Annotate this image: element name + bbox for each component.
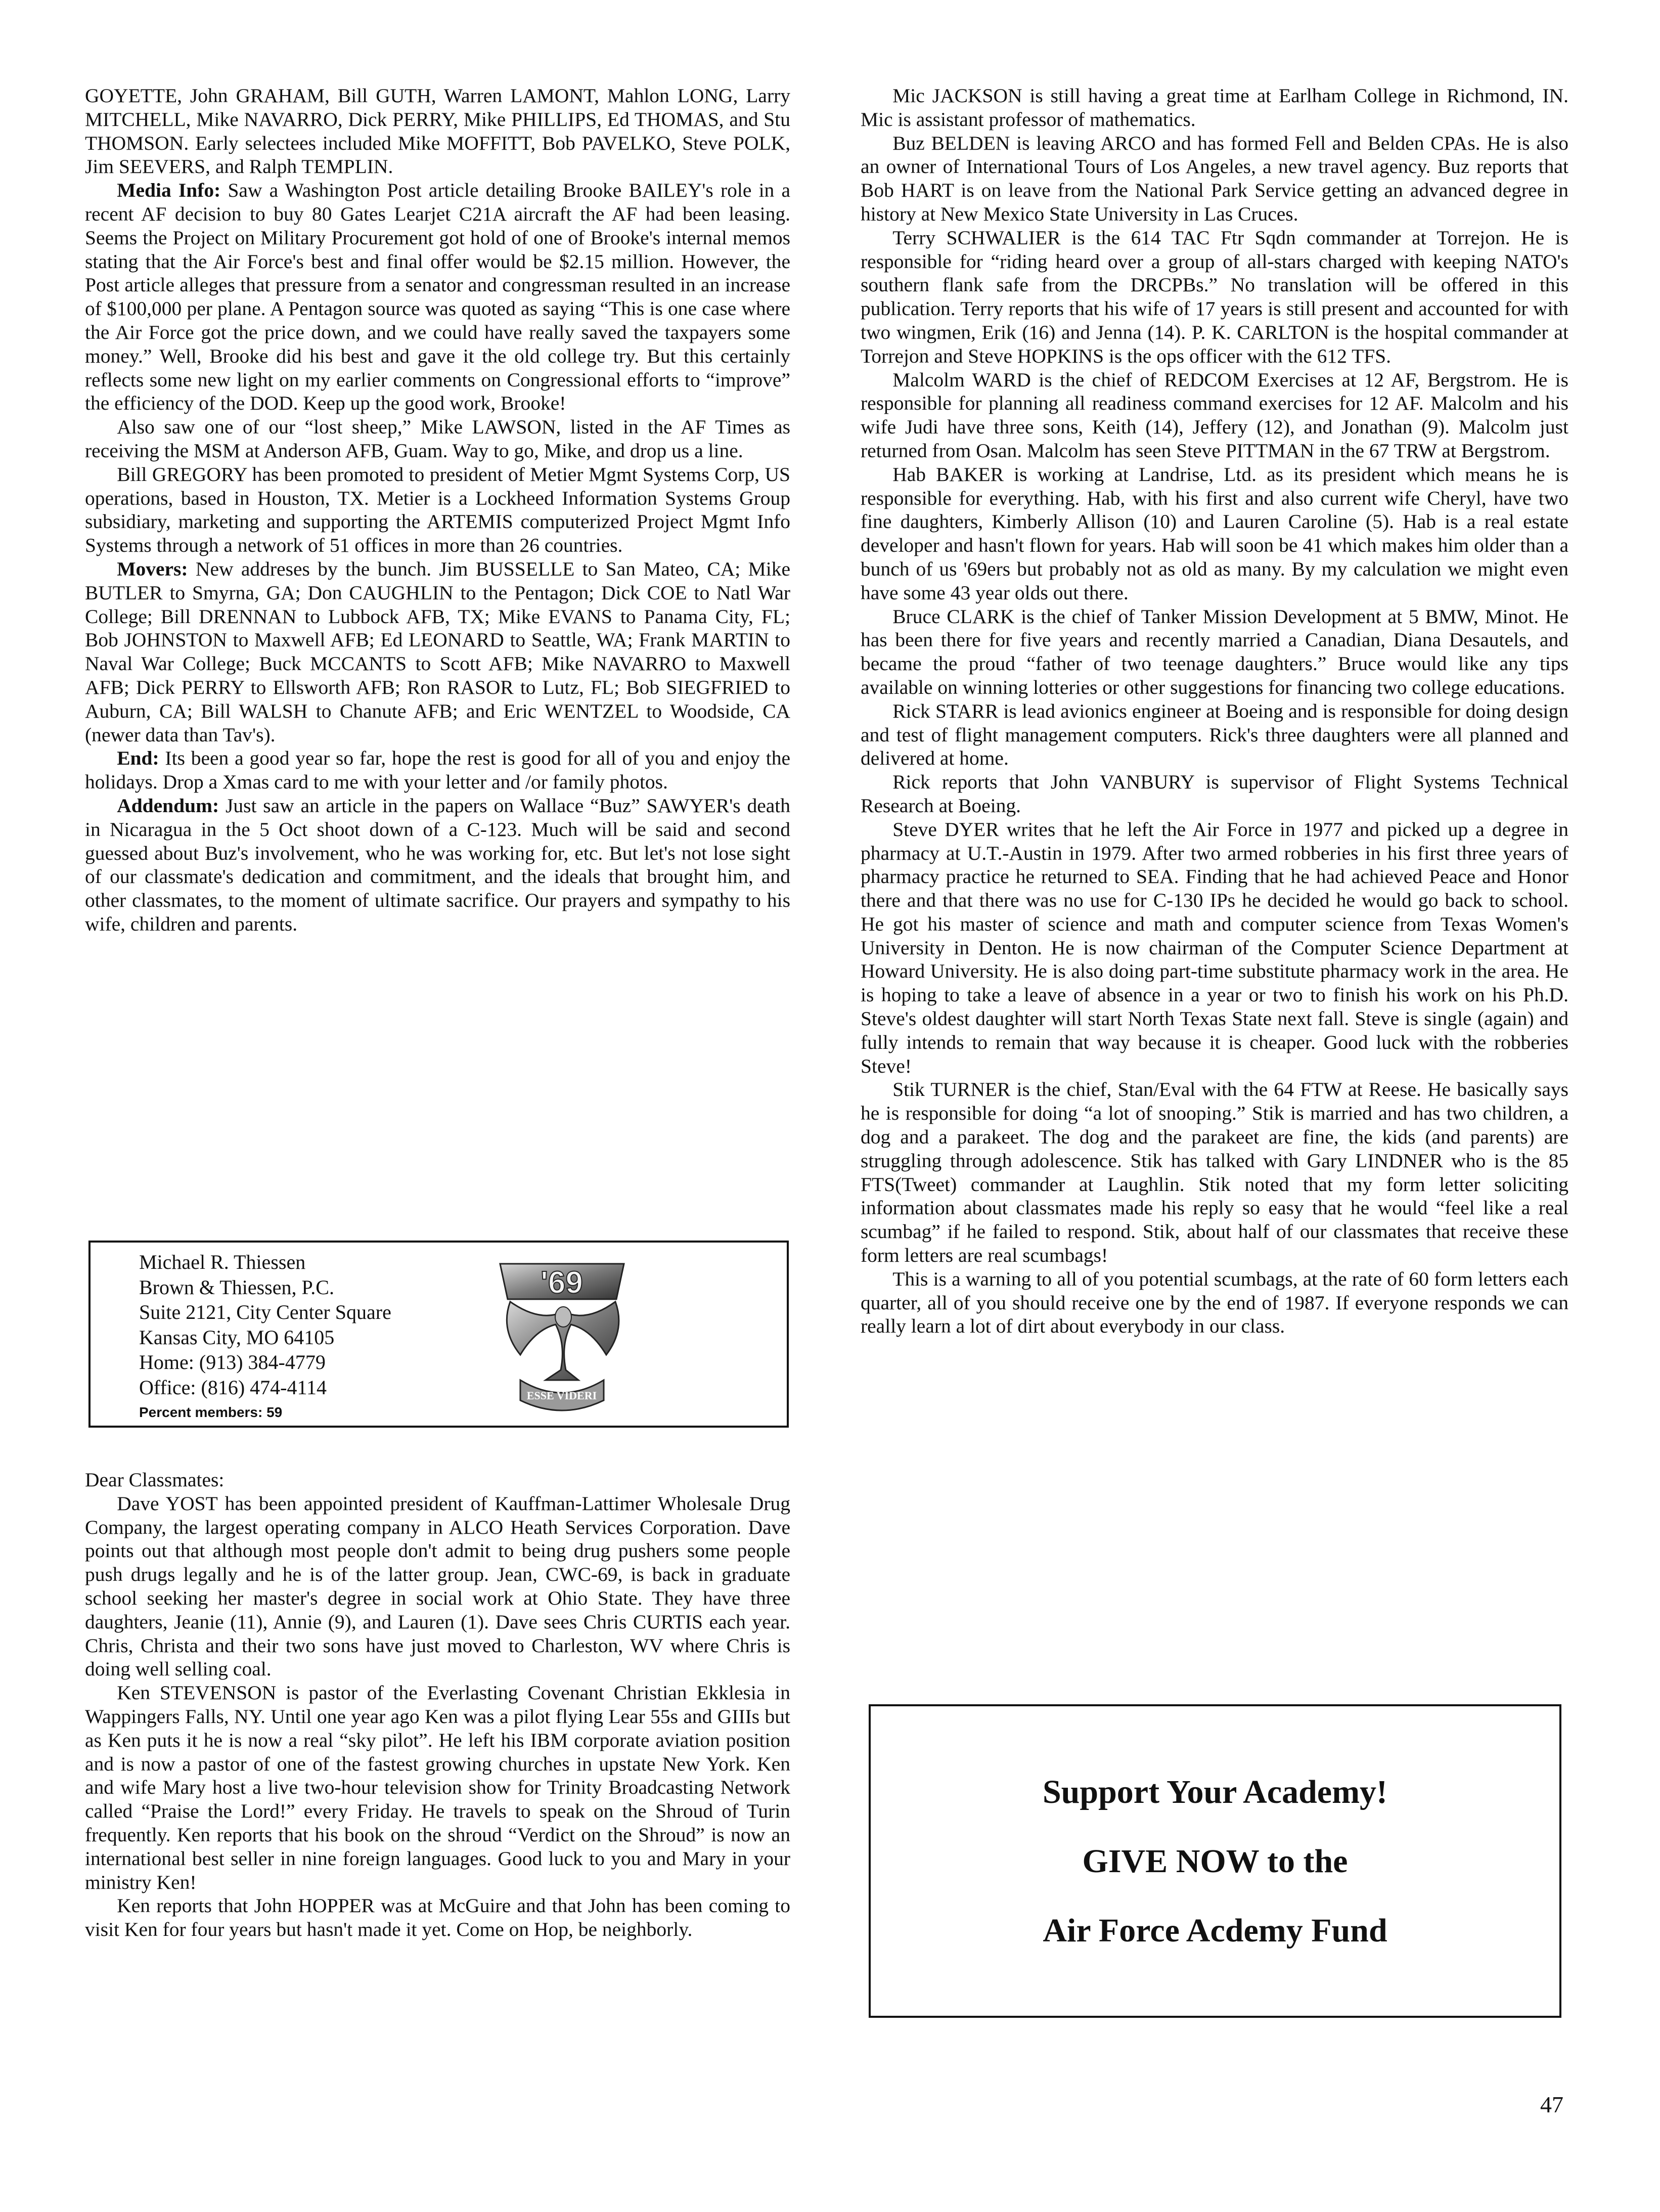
paragraph-text: Its been a good year so far, hope the rest is good for all of you and enjoy the holidays. Drop a Xmas card to me with your letter and /or family photos. — [85, 747, 790, 793]
paragraph — [85, 415, 790, 463]
secretary-name: Michael R. Thiessen — [139, 1251, 306, 1273]
paragraph-text: Rick reports that John VANBURY is supervisor of Flight Systems Technical Research at Boeing. — [861, 771, 1568, 817]
paragraph-text: GOYETTE, John GRAHAM, Bill GUTH, Warren LAMONT, Mahlon LONG, Larry MITCHELL, Mike NAVARRO, Dick PERRY, Mike PHILLIPS, Ed THOMAS, and Stu THOMSON. Early selectees included Mike MOFFITT, Bob PAVELKO, Steve POLK, Jim SEEVERS, and Ralph TEMPLIN. — [85, 84, 790, 178]
address-lines — [139, 1250, 391, 1425]
eagle-crest-icon — [490, 1254, 634, 1421]
column-left-bottom — [85, 1468, 790, 1941]
paragraph — [85, 1681, 790, 1894]
paragraph — [85, 463, 790, 557]
paragraph-text: Also saw one of our “lost sheep,” Mike LAWSON, listed in the AF Times as receiving the MSM at Anderson AFB, Guam. Way to go, Mike, and drop us a line. — [85, 416, 790, 462]
fund-line-3: Air Force Acdemy Fund — [1043, 1912, 1387, 1949]
firm-name: Brown & Thiessen, P.C. — [139, 1275, 334, 1299]
city-line: Kansas City, MO 64105 — [139, 1325, 335, 1349]
paragraph-text: Terry SCHWALIER is the 614 TAC Ftr Sqdn commander at Torrejon. He is responsible for “riding heard over a group of all-stars charged with keeping NATO's southern flank safe from the DRCPBs.” No translation will be offered in this publication. Terry reports that his wife of 17 years is still present and accounted for with two wingmen, Erik (16) and Jenna (14). P. K. CARLTON is the hospital commander at Torrejon and Steve HOPKINS is the ops officer with the 612 TFS. — [861, 226, 1568, 367]
crest-motto-text: ESSE VIDERI — [526, 1389, 597, 1402]
paragraph-lead: Media Info: — [117, 179, 221, 202]
column-left-top — [85, 84, 790, 936]
paragraph — [861, 368, 1568, 463]
paragraph-lead: End: — [117, 747, 159, 770]
paragraph-text: Stik TURNER is the chief, Stan/Eval with the 64 FTW at Reese. He basically says he is responsible for doing “a lot of snooping.” Stik is married and has two children, a dog and a parakeet. The dog and the parakeet are fine, the kids (and parents) are struggling through adolescence. Stik has talked with Gary LINDNER who is the 85 FTS(Tweet) commander at Laughlin. Stik noted that my form letter soliciting information about classmates made his reply so easy that he would “feel like a real scumbag” if he failed to respond. Stik, about half of our classmates that receive these form letters are real scumbags! — [861, 1078, 1568, 1267]
paragraph — [85, 746, 790, 794]
paragraph — [861, 770, 1568, 818]
paragraph — [85, 794, 790, 936]
paragraph — [85, 1468, 790, 1492]
paragraph-text: Rick STARR is lead avionics engineer at Boeing and is responsible for doing design and test of flight management computers. Rick's three daughters were all planned and delivered at home. — [861, 699, 1568, 770]
paragraph-text: Malcolm WARD is the chief of REDCOM Exercises at 12 AF, Bergstrom. He is responsible for planning all readiness command exercises for 12 AF. Malcolm and his wife Judi have three sons, Keith (14), Jeffery (12), and Jonathan (9). Malcolm just returned from Osan. Malcolm has seen Steve PITTMAN in the 67 TRW at Bergstrom. — [861, 368, 1568, 462]
office-phone: Office: (816) 474-4114 — [139, 1376, 327, 1399]
paragraph — [85, 84, 790, 179]
paragraph — [861, 463, 1568, 605]
academy-fund-box — [869, 1704, 1561, 2018]
suite-line: Suite 2121, City Center Square — [139, 1301, 391, 1323]
paragraph — [861, 131, 1568, 226]
paragraph — [861, 605, 1568, 699]
crest-year-text: '69 — [541, 1265, 583, 1300]
paragraph-text: This is a warning to all of you potential scumbags, at the rate of 60 form letters each quarter, all of you should receive one by the end of 1987. If everyone responds we can really learn a lot of dirt about everybody in our class. — [861, 1267, 1568, 1338]
paragraph-text: Steve DYER writes that he left the Air Force in 1977 and picked up a degree in pharmacy at U.T.-Austin in 1979. After two armed robberies in his first three years of pharmacy practice he returned to SEA. Finding that he had achieved Peace and Honor there and that there was no use for C-130 IPs he decided he would go back to school. He got his master of science and math and computer science from Texas Women's University in Denton. He is now chairman of the Computer Science Department at Howard University. He is also doing part-time substitute pharmacy work in the area. He is hoping to take a leave of absence in a year or two to finish his work on his Ph.D. Steve's oldest daughter will start North Texas State next fall. Steve is single (again) and fully intends to remain that way because it is cheaper. Good luck with the robberies Steve! — [861, 818, 1568, 1077]
paragraph-text: Dear Classmates: — [85, 1469, 225, 1491]
paragraph — [85, 1492, 790, 1681]
page-number: 47 — [1540, 2092, 1563, 2117]
paragraph-lead: Movers: — [117, 557, 188, 580]
paragraph-text: Mic JACKSON is still having a great time at Earlham College in Richmond, IN. Mic is assistant professor of mathematics. — [861, 84, 1568, 130]
paragraph — [861, 1078, 1568, 1267]
paragraph-text: Saw a Washington Post article detailing Brooke BAILEY's role in a recent AF decision to buy 80 Gates Learjet C21A aircraft the AF had been leasing. Seems the Project on Military Procurement got hold of one of Brooke's internal memos stating that the Air Force's best and final offer would be $2.15 million. However, the Post article alleges that pressure from a senator and congressman resulted in an increase of $100,000 per plane. A Pentagon source was quoted as saying “This is one case where the Air Force got the price down, and we could have really saved the taxpayers some money.” Well, Brooke did his best and gave it the old college try. But this certainly reflects some new light on my earlier comments on Congressional efforts to “improve” the efficiency of the DOD. Keep up the good work, Brooke! — [85, 179, 791, 415]
paragraph-text: Bill GREGORY has been promoted to president of Metier Mgmt Systems Corp, US operations, based in Houston, TX. Metier is a Lockheed Information Systems Group subsidiary, marketing and supporting the ARTEMIS computerized Project Mgmt Info Systems through a network of 51 offices in more than 26 countries. — [85, 463, 790, 557]
paragraph-text: New addreses by the bunch. Jim BUSSELLE to San Mateo, CA; Mike BUTLER to Smyrna, GA; Don CAUGHLIN to the Pentagon; Dick COE to Natl War College; Bill DRENNAN to Lubbock AFB, TX; Mike EVANS to Panama City, FL; Bob JOHNSTON to Maxwell AFB; Ed LEONARD to Seattle, WA; Frank MARTIN to Naval War College; Buck MCCANTS to Scott AFB; Mike NAVARRO to Maxwell AFB; Dick PERRY to Ellsworth AFB; Ron RASOR to Lutz, FL; Bob SIEGFRIED to Auburn, CA; Bill WALSH to Chanute AFB; and Eric WENTZEL to Woodside, CA (newer data than Tav's). — [85, 557, 790, 746]
percent-members: Percent members: 59 — [139, 1404, 283, 1420]
paragraph — [861, 1267, 1568, 1338]
paragraph-text: Bruce CLARK is the chief of Tanker Mission Development at 5 BMW, Minot. He has been there for five years and recently married a Canadian, Diana Desautels, and became the proud “father of two teenage daughters.” Bruce would like any tips available on winning lotteries or other suggestions for financing two college educations. — [861, 605, 1568, 698]
paragraph — [85, 179, 790, 415]
paragraph-text: Hab BAKER is working at Landrise, Ltd. as its president which means he is responsible for everything. Hab, with his first and also current wife Cheryl, have two fine daughters, Kimberly Allison (10) and Lauren Caroline (5). Hab is a real estate developer and hasn't flown for years. Hab will soon be 41 which makes him older than a bunch of us '69ers but probably not as old as many. By my calculation we might even have some 43 year olds out there. — [861, 463, 1568, 604]
paragraph — [85, 557, 790, 746]
paragraph-lead: Addendum: — [117, 794, 219, 817]
paragraph-text: Dave YOST has been appointed president of Kauffman-Lattimer Wholesale Drug Company, the largest operating company in ALCO Heath Services Corporation. Dave points out that although most people don't admit to being drug pushers some people push drugs legally and he is of the latter group. Jean, CWC-69, is back in graduate school seeking her master's degree in social work at Ohio State. They have three daughters, Jeanie (11), Annie (9), and Lauren (1). Dave sees Chris CURTIS each year. Chris, Christa and their two sons have just moved to Charleston, WV where Chris is doing well selling coal. — [85, 1492, 790, 1680]
paragraph — [861, 84, 1568, 131]
paragraph — [861, 818, 1568, 1078]
paragraph — [85, 1894, 790, 1941]
column-right — [861, 84, 1568, 1338]
fund-line-1: Support Your Academy! — [1042, 1773, 1388, 1810]
home-phone: Home: (913) 384-4779 — [139, 1351, 326, 1374]
paragraph — [861, 699, 1568, 770]
fund-line-2: GIVE NOW to the — [1082, 1842, 1348, 1880]
paragraph — [861, 226, 1568, 368]
paragraph-text: Ken STEVENSON is pastor of the Everlasting Covenant Christian Ekklesia in Wappingers Falls, NY. Until one year ago Ken was a pilot flying Lear 55s and GIIIs but as Ken puts it he is now a real “sky pilot”. He left his IBM corporate aviation position and is now a pastor of one of the fastest growing churches in upstate New York. Ken and wife Mary host a live two-hour television show for Trinity Broadcasting Network called “Praise the Lord!” every Friday. He travels to speak on the Shroud of Turin frequently. Ken reports that his book on the shroud “Verdict on the Shroud” is now an international best seller in nine foreign languages. Good luck to you and Mary in your ministry Ken! — [85, 1682, 790, 1893]
paragraph-text: Ken reports that John HOPPER was at McGuire and that John has been coming to visit Ken for four years but hasn't made it yet. Come on Hop, be neighborly. — [85, 1894, 790, 1941]
paragraph-text: Buz BELDEN is leaving ARCO and has formed Fell and Belden CPAs. He is also an owner of International Tours of Los Angeles, a new travel agency. Buz reports that Bob HART is on leave from the National Park Service getting an advanced degree in history at New Mexico State University in Las Cruces. — [861, 131, 1568, 225]
class-secretary-address-box — [88, 1241, 789, 1428]
paragraph-text: Just saw an article in the papers on Wallace “Buz” SAWYER's death in Nicaragua in the 5 Oct shoot down of a C-123. Much will be said and second guessed about Buz's involvement, who he was working for, etc. But let's not lose sight of our classmate's dedication and commitment, and the ideals that brought him, and other classmates, to the moment of ultimate sacrifice. Our prayers and sympathy to his wife, children and parents. — [85, 794, 790, 935]
